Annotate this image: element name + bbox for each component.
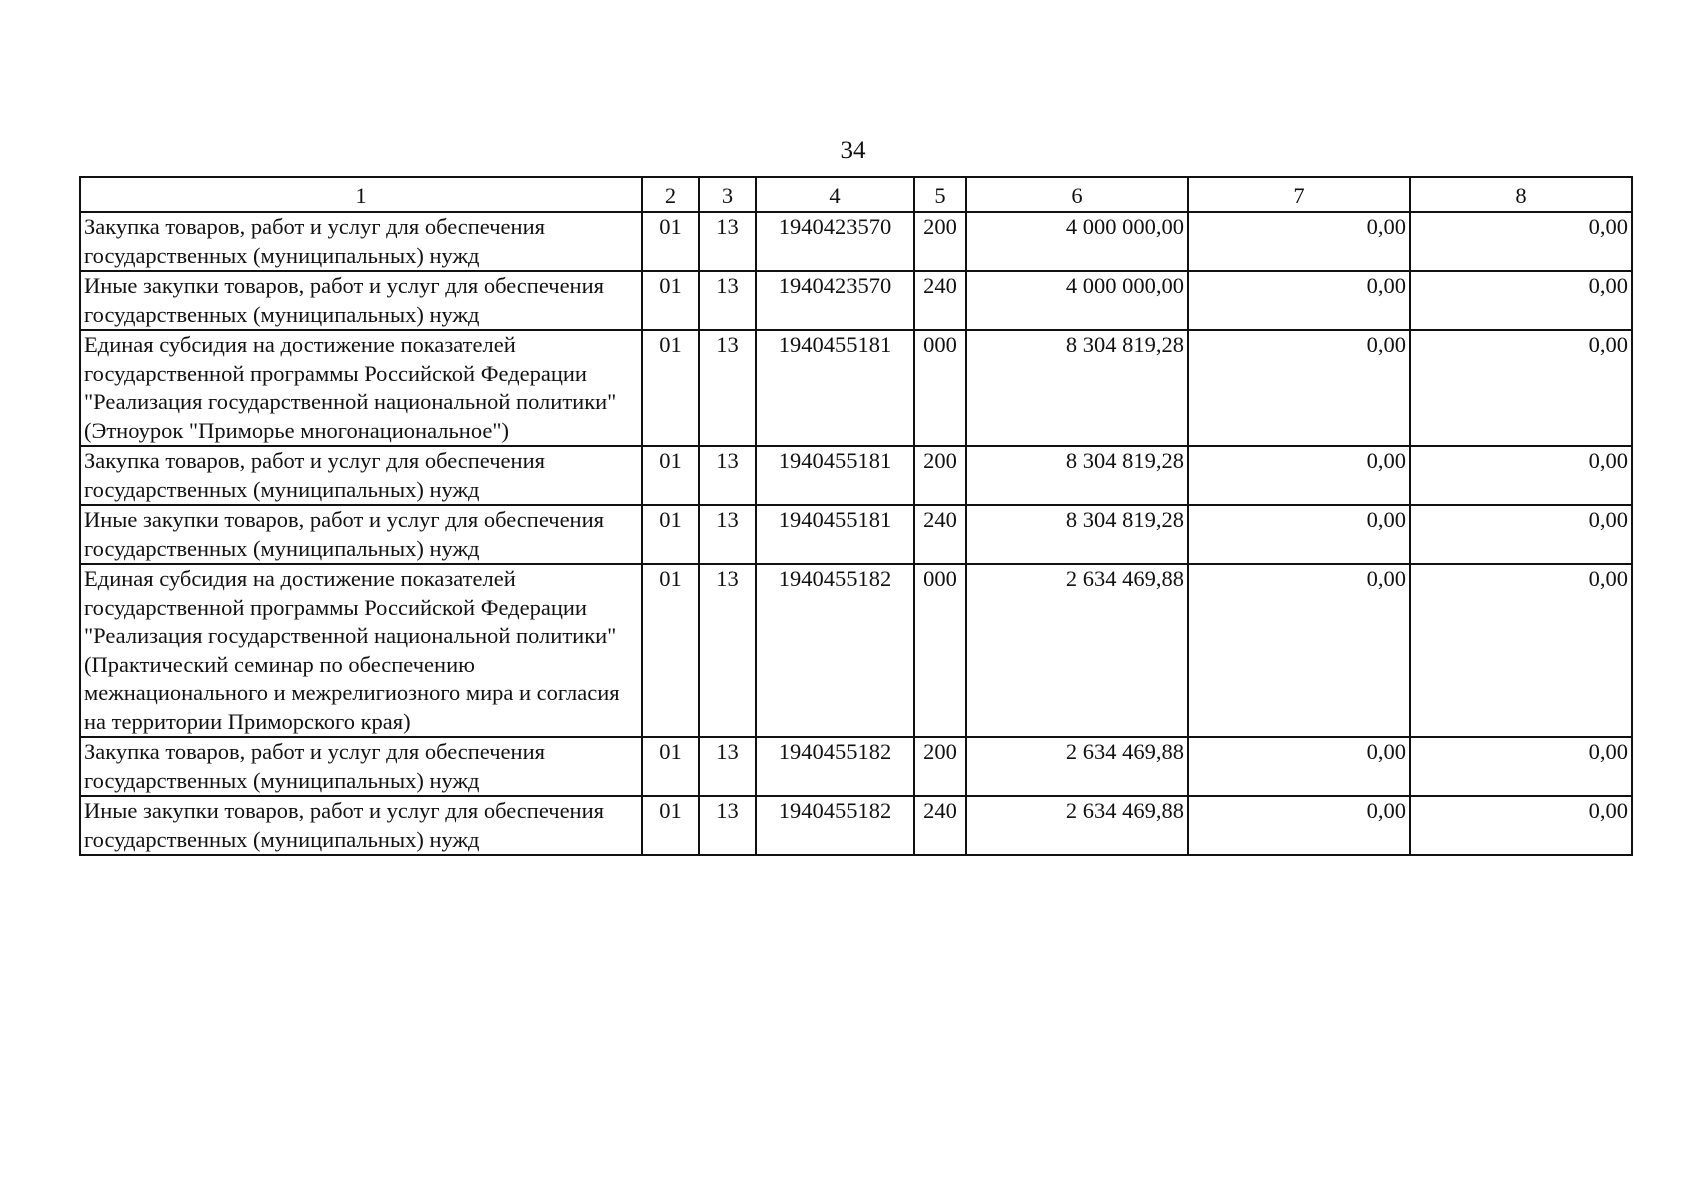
- amount-col8-cell: 0,00: [1410, 737, 1632, 796]
- table-row: [80, 330, 1632, 446]
- expense-type-cell: 000: [914, 330, 966, 446]
- section-code-cell: 01: [642, 564, 699, 737]
- target-article-cell: 1940455182: [756, 564, 914, 737]
- table-row: [80, 564, 1632, 737]
- subsection-code-cell: 13: [699, 212, 756, 271]
- budget-table: [79, 176, 1633, 856]
- amount-col8-cell: 0,00: [1410, 446, 1632, 505]
- expense-type-cell: 000: [914, 564, 966, 737]
- amount-col6-cell: 2 634 469,88: [966, 564, 1188, 737]
- expense-type-cell: 240: [914, 505, 966, 564]
- target-article-cell: 1940455181: [756, 505, 914, 564]
- column-header: 2: [642, 177, 699, 212]
- amount-col6-cell: 8 304 819,28: [966, 330, 1188, 446]
- amount-col6-cell: 8 304 819,28: [966, 505, 1188, 564]
- subsection-code-cell: 13: [699, 737, 756, 796]
- expense-name-cell: Иные закупки товаров, работ и услуг для обеспечения государственных (муниципальных) нужд: [80, 505, 642, 564]
- amount-col8-cell: 0,00: [1410, 796, 1632, 855]
- table-header-row: [80, 177, 1632, 212]
- amount-col7-cell: 0,00: [1188, 505, 1410, 564]
- table-row: [80, 271, 1632, 330]
- table-row: [80, 505, 1632, 564]
- subsection-code-cell: 13: [699, 271, 756, 330]
- amount-col7-cell: 0,00: [1188, 212, 1410, 271]
- subsection-code-cell: 13: [699, 505, 756, 564]
- expense-name-cell: Иные закупки товаров, работ и услуг для обеспечения государственных (муниципальных) нужд: [80, 271, 642, 330]
- amount-col8-cell: 0,00: [1410, 564, 1632, 737]
- expense-name-cell: Закупка товаров, работ и услуг для обеспечения государственных (муниципальных) нужд: [80, 446, 642, 505]
- column-header: 4: [756, 177, 914, 212]
- expense-name-cell: Иные закупки товаров, работ и услуг для обеспечения государственных (муниципальных) нужд: [80, 796, 642, 855]
- amount-col6-cell: 8 304 819,28: [966, 446, 1188, 505]
- subsection-code-cell: 13: [699, 446, 756, 505]
- amount-col8-cell: 0,00: [1410, 505, 1632, 564]
- amount-col7-cell: 0,00: [1188, 271, 1410, 330]
- target-article-cell: 1940423570: [756, 212, 914, 271]
- amount-col6-cell: 2 634 469,88: [966, 796, 1188, 855]
- expense-name-cell: Единая субсидия на достижение показателей государственной программы Российской Федерации "Реализация государственной национальной политики" (Этноурок "Приморье многонациональное"): [80, 330, 642, 446]
- section-code-cell: 01: [642, 737, 699, 796]
- column-header: 5: [914, 177, 966, 212]
- column-header: 8: [1410, 177, 1632, 212]
- subsection-code-cell: 13: [699, 564, 756, 737]
- column-header: 3: [699, 177, 756, 212]
- section-code-cell: 01: [642, 212, 699, 271]
- amount-col8-cell: 0,00: [1410, 330, 1632, 446]
- amount-col7-cell: 0,00: [1188, 446, 1410, 505]
- column-header: 7: [1188, 177, 1410, 212]
- expense-name-cell: Единая субсидия на достижение показателей государственной программы Российской Федерации "Реализация государственной национальной политики" (Практический семинар по обеспечению межнационального и межрелигиозного мира и согласия на территории Приморского края): [80, 564, 642, 737]
- expense-type-cell: 240: [914, 796, 966, 855]
- table-row: [80, 796, 1632, 855]
- expense-type-cell: 200: [914, 212, 966, 271]
- section-code-cell: 01: [642, 505, 699, 564]
- table-row: [80, 212, 1632, 271]
- section-code-cell: 01: [642, 796, 699, 855]
- expense-name-cell: Закупка товаров, работ и услуг для обеспечения государственных (муниципальных) нужд: [80, 737, 642, 796]
- amount-col6-cell: 4 000 000,00: [966, 212, 1188, 271]
- expense-type-cell: 240: [914, 271, 966, 330]
- expense-name-cell: Закупка товаров, работ и услуг для обеспечения государственных (муниципальных) нужд: [80, 212, 642, 271]
- section-code-cell: 01: [642, 330, 699, 446]
- target-article-cell: 1940455181: [756, 446, 914, 505]
- amount-col7-cell: 0,00: [1188, 330, 1410, 446]
- table-row: [80, 446, 1632, 505]
- column-header: 1: [80, 177, 642, 212]
- amount-col7-cell: 0,00: [1188, 564, 1410, 737]
- target-article-cell: 1940455182: [756, 796, 914, 855]
- target-article-cell: 1940455181: [756, 330, 914, 446]
- section-code-cell: 01: [642, 271, 699, 330]
- expense-type-cell: 200: [914, 737, 966, 796]
- expense-type-cell: 200: [914, 446, 966, 505]
- amount-col6-cell: 2 634 469,88: [966, 737, 1188, 796]
- amount-col7-cell: 0,00: [1188, 796, 1410, 855]
- amount-col7-cell: 0,00: [1188, 737, 1410, 796]
- target-article-cell: 1940423570: [756, 271, 914, 330]
- amount-col8-cell: 0,00: [1410, 212, 1632, 271]
- table-row: [80, 737, 1632, 796]
- amount-col6-cell: 4 000 000,00: [966, 271, 1188, 330]
- page-number: 34: [840, 137, 866, 164]
- target-article-cell: 1940455182: [756, 737, 914, 796]
- amount-col8-cell: 0,00: [1410, 271, 1632, 330]
- subsection-code-cell: 13: [699, 330, 756, 446]
- column-header: 6: [966, 177, 1188, 212]
- subsection-code-cell: 13: [699, 796, 756, 855]
- section-code-cell: 01: [642, 446, 699, 505]
